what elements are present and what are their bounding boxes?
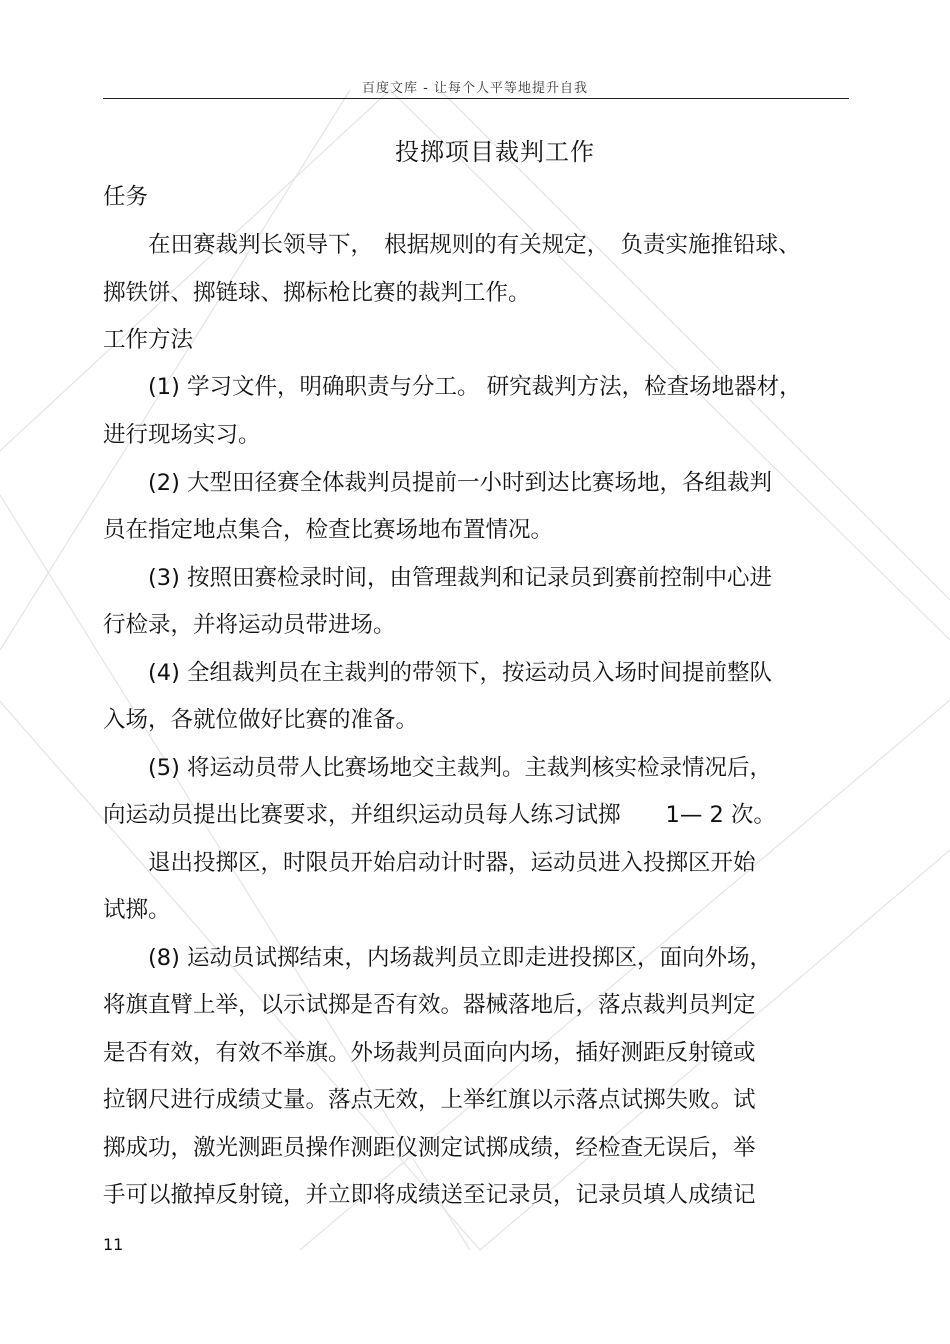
document-title: 投掷项目裁判工作 [395,138,595,166]
body-line: (8) 运动员试掷结束，内场裁判员立即走进投掷区，面向外场， [103,945,773,971]
body-line: 行检录，并将运动员带进场。 [103,612,396,638]
body-line: 在田赛裁判长领导下， 根据规则的有关规定， 负责实施推铅球、 [103,232,801,258]
page-number: 11 [103,1235,124,1254]
body-line: 手可以撤掉反射镜，并立即将成绩送至记录员，记录员填人成绩记 [103,1182,756,1208]
body-line: 员在指定地点集合，检查比赛场地布置情况。 [103,517,554,543]
body-line: 进行现场实习。 [103,422,261,448]
body-line: 是否有效，有效不举旗。外场裁判员面向内场，插好测距反射镜或 [103,1040,756,1066]
body-line: (3) 按照田赛检录时间，由管理裁判和记录员到赛前控制中心进 [103,565,773,591]
body-line: 试掷。 [103,897,171,923]
body-line: (4) 全组裁判员在主裁判的带领下，按运动员入场时间提前整队 [103,660,773,686]
body-line: (2) 大型田径赛全体裁判员提前一小时到达比赛场地，各组裁判 [103,470,773,496]
body-line: 工作方法 [103,327,194,353]
body-line: 掷成功，激光测距员操作测距仪测定试掷成绩，经检查无误后，举 [103,1135,756,1161]
body-line: 退出投掷区，时限员开始启动计时器，运动员进入投掷区开始 [103,850,756,876]
body-line: 入场，各就位做好比赛的准备。 [103,707,419,733]
body-line: 拉钢尺进行成绩丈量。落点无效，上举红旗以示落点试掷失败。试 [103,1087,756,1113]
body-line: 向运动员提出比赛要求，并组织运动员每人练习试掷 1— 2 次。 [103,802,776,828]
header-divider [103,98,849,99]
body-line: 掷铁饼、掷链球、掷标枪比赛的裁判工作。 [103,280,531,306]
body-line: 将旗直臂上举，以示试掷是否有效。器械落地后，落点裁判员判定 [103,992,756,1018]
body-line: (5) 将运动员带人比赛场地交主裁判。主裁判核实检录情况后， [103,755,773,781]
body-line: (1) 学习文件，明确职责与分工。 研究裁判方法，检查场地器材， [103,374,802,400]
body-line: 任务 [103,184,149,210]
page-header: 百度文库 - 让每个人平等地提升自我 [362,81,588,96]
